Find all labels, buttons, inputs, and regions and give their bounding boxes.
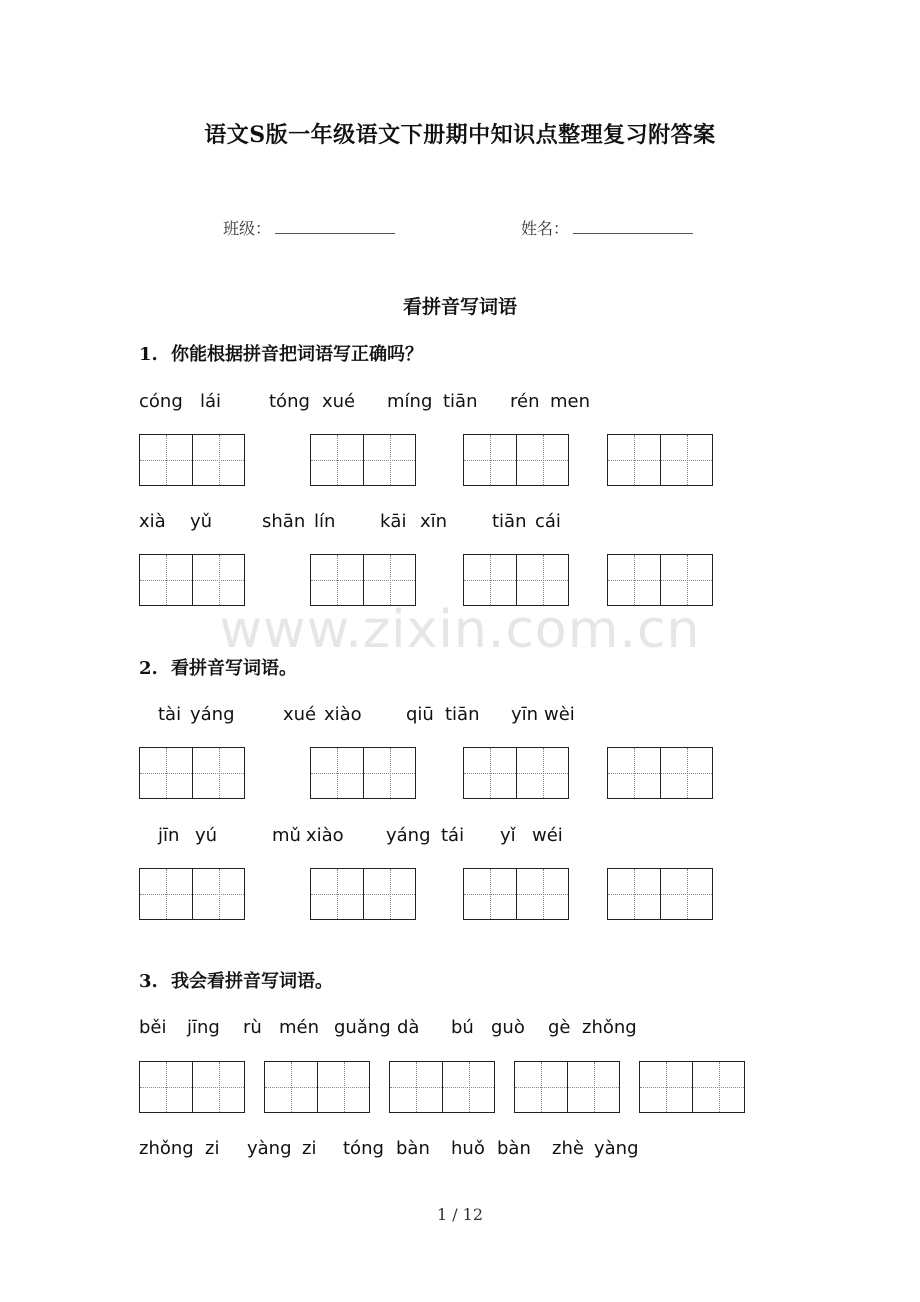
pinyin-syllable: bàn bbox=[497, 1138, 531, 1159]
grid-guide-line bbox=[311, 773, 415, 774]
pinyin-syllable: gè bbox=[548, 1017, 571, 1038]
pinyin-syllable: zhè bbox=[552, 1138, 584, 1159]
grid-guide-line bbox=[490, 435, 491, 485]
pinyin-syllable: jīn bbox=[158, 825, 180, 846]
pinyin-syllable: shān bbox=[262, 511, 306, 532]
grid-guide-line bbox=[390, 869, 391, 919]
grid-guide-line bbox=[265, 1087, 369, 1088]
class-blank[interactable] bbox=[275, 219, 395, 234]
writing-grid-box[interactable] bbox=[264, 1061, 370, 1113]
pinyin-syllable: yīn bbox=[511, 704, 539, 725]
pinyin-syllable: bú bbox=[451, 1017, 474, 1038]
pinyin-syllable: xīn bbox=[420, 511, 448, 532]
writing-grid-box[interactable] bbox=[607, 434, 713, 486]
grid-guide-line bbox=[219, 869, 220, 919]
grid-guide-line bbox=[416, 1062, 417, 1112]
grid-guide-line bbox=[166, 555, 167, 605]
section-title: 看拼音写词语 bbox=[402, 296, 517, 318]
grid-guide-line bbox=[219, 435, 220, 485]
pinyin-syllable: yáng bbox=[190, 704, 235, 725]
writing-grid-box[interactable] bbox=[310, 747, 416, 799]
grid-guide-line bbox=[687, 869, 688, 919]
pinyin-syllable: xué bbox=[283, 704, 317, 725]
pinyin-syllable: yǐ bbox=[500, 825, 516, 846]
writing-grid-box[interactable] bbox=[463, 434, 569, 486]
pinyin-syllable: zhǒng bbox=[582, 1017, 637, 1038]
pinyin-syllable: tái bbox=[441, 825, 465, 846]
name-label: 姓名： bbox=[521, 219, 570, 238]
grid-guide-line bbox=[166, 435, 167, 485]
writing-grid-box[interactable] bbox=[139, 434, 245, 486]
grid-guide-line bbox=[140, 460, 244, 461]
grid-guide-line bbox=[390, 1087, 494, 1088]
grid-guide-line bbox=[344, 1062, 345, 1112]
grid-guide-line bbox=[390, 555, 391, 605]
grid-guide-line bbox=[390, 435, 391, 485]
grid-guide-line bbox=[490, 748, 491, 798]
writing-grid-box[interactable] bbox=[463, 554, 569, 606]
grid-guide-line bbox=[608, 460, 712, 461]
writing-grid-box[interactable] bbox=[139, 747, 245, 799]
grid-guide-line bbox=[166, 748, 167, 798]
grid-guide-line bbox=[311, 894, 415, 895]
question-2 bbox=[139, 654, 297, 680]
grid-guide-line bbox=[469, 1062, 470, 1112]
grid-guide-line bbox=[543, 869, 544, 919]
question-1 bbox=[139, 340, 423, 366]
pinyin-syllable: tiān bbox=[492, 511, 527, 532]
grid-guide-line bbox=[634, 435, 635, 485]
grid-guide-line bbox=[490, 869, 491, 919]
pinyin-syllable: lín bbox=[314, 511, 336, 532]
writing-grid-box[interactable] bbox=[139, 554, 245, 606]
writing-grid-box[interactable] bbox=[607, 554, 713, 606]
question-number: 3. bbox=[139, 971, 158, 992]
grid-guide-line bbox=[464, 894, 568, 895]
pinyin-syllable: xià bbox=[139, 511, 166, 532]
grid-guide-line bbox=[543, 555, 544, 605]
pinyin-syllable: yàng bbox=[247, 1138, 292, 1159]
grid-guide-line bbox=[608, 894, 712, 895]
pinyin-syllable: xiào bbox=[306, 825, 344, 846]
question-3 bbox=[139, 967, 333, 993]
question-number: 2. bbox=[139, 658, 158, 679]
writing-grid-box[interactable] bbox=[310, 868, 416, 920]
pinyin-syllable: lái bbox=[200, 391, 222, 412]
grid-guide-line bbox=[608, 773, 712, 774]
document-title: 语文S版一年级语文下册期中知识点整理复习附答案 bbox=[204, 122, 716, 148]
writing-grid-box[interactable] bbox=[463, 747, 569, 799]
pinyin-syllable: guò bbox=[491, 1017, 525, 1038]
pinyin-syllable: yàng bbox=[594, 1138, 639, 1159]
grid-guide-line bbox=[166, 1062, 167, 1112]
writing-grid-box[interactable] bbox=[514, 1061, 620, 1113]
grid-guide-line bbox=[687, 435, 688, 485]
writing-grid-box[interactable] bbox=[463, 868, 569, 920]
pinyin-syllable: tóng bbox=[269, 391, 310, 412]
pinyin-syllable: zi bbox=[302, 1138, 317, 1159]
grid-guide-line bbox=[311, 580, 415, 581]
grid-guide-line bbox=[666, 1062, 667, 1112]
grid-guide-line bbox=[640, 1087, 744, 1088]
grid-guide-line bbox=[464, 773, 568, 774]
question-text: 你能根据拼音把词语写正确吗？ bbox=[171, 344, 423, 365]
grid-guide-line bbox=[687, 555, 688, 605]
grid-guide-line bbox=[337, 555, 338, 605]
writing-grid-box[interactable] bbox=[607, 747, 713, 799]
writing-grid-box[interactable] bbox=[310, 554, 416, 606]
writing-grid-box[interactable] bbox=[639, 1061, 745, 1113]
grid-guide-line bbox=[311, 460, 415, 461]
grid-guide-line bbox=[166, 869, 167, 919]
grid-guide-line bbox=[608, 580, 712, 581]
pinyin-syllable: dà bbox=[397, 1017, 420, 1038]
question-number: 1. bbox=[139, 344, 158, 365]
pinyin-syllable: zhǒng bbox=[139, 1138, 194, 1159]
grid-guide-line bbox=[337, 869, 338, 919]
grid-guide-line bbox=[140, 1087, 244, 1088]
pinyin-syllable: bàn bbox=[396, 1138, 430, 1159]
grid-guide-line bbox=[687, 748, 688, 798]
grid-guide-line bbox=[594, 1062, 595, 1112]
pinyin-syllable: tài bbox=[158, 704, 182, 725]
grid-guide-line bbox=[543, 435, 544, 485]
name-field bbox=[521, 216, 693, 239]
grid-guide-line bbox=[543, 748, 544, 798]
pinyin-syllable: tiān bbox=[445, 704, 480, 725]
grid-guide-line bbox=[515, 1087, 619, 1088]
grid-guide-line bbox=[219, 1062, 220, 1112]
grid-guide-line bbox=[634, 748, 635, 798]
writing-grid-box[interactable] bbox=[310, 434, 416, 486]
grid-guide-line bbox=[541, 1062, 542, 1112]
grid-guide-line bbox=[464, 460, 568, 461]
pinyin-syllable: yáng bbox=[386, 825, 431, 846]
pinyin-syllable: mǔ bbox=[272, 825, 301, 846]
pinyin-syllable: tóng bbox=[343, 1138, 384, 1159]
grid-guide-line bbox=[490, 555, 491, 605]
pinyin-syllable: míng bbox=[387, 391, 433, 412]
writing-grid-box[interactable] bbox=[139, 1061, 245, 1113]
grid-guide-line bbox=[634, 555, 635, 605]
question-text: 看拼音写词语。 bbox=[171, 658, 297, 679]
grid-guide-line bbox=[337, 748, 338, 798]
writing-grid-box[interactable] bbox=[607, 868, 713, 920]
pinyin-syllable: jīng bbox=[187, 1017, 220, 1038]
grid-guide-line bbox=[219, 555, 220, 605]
grid-guide-line bbox=[219, 748, 220, 798]
grid-guide-line bbox=[140, 894, 244, 895]
question-text: 我会看拼音写词语。 bbox=[171, 971, 333, 992]
pinyin-syllable: wèi bbox=[544, 704, 575, 725]
grid-guide-line bbox=[634, 869, 635, 919]
pinyin-syllable: yú bbox=[195, 825, 218, 846]
pinyin-syllable: běi bbox=[139, 1017, 167, 1038]
pinyin-syllable: kāi bbox=[380, 511, 407, 532]
pinyin-syllable: cái bbox=[535, 511, 561, 532]
writing-grid-box[interactable] bbox=[389, 1061, 495, 1113]
class-label: 班级： bbox=[223, 219, 272, 238]
pinyin-syllable: yǔ bbox=[190, 511, 213, 532]
pinyin-syllable: qiū bbox=[406, 704, 434, 725]
pinyin-syllable: rù bbox=[243, 1017, 262, 1038]
pinyin-syllable: wéi bbox=[532, 825, 563, 846]
pinyin-syllable: huǒ bbox=[451, 1138, 485, 1159]
grid-guide-line bbox=[291, 1062, 292, 1112]
grid-guide-line bbox=[464, 580, 568, 581]
grid-guide-line bbox=[390, 748, 391, 798]
name-blank[interactable] bbox=[573, 219, 693, 234]
class-field bbox=[223, 216, 395, 239]
pinyin-syllable: rén bbox=[510, 391, 540, 412]
grid-guide-line bbox=[337, 435, 338, 485]
writing-grid-box[interactable] bbox=[139, 868, 245, 920]
grid-guide-line bbox=[140, 580, 244, 581]
pinyin-syllable: xué bbox=[322, 391, 356, 412]
watermark: www.zixin.com.cn bbox=[219, 600, 701, 660]
pinyin-syllable: cóng bbox=[139, 391, 183, 412]
pinyin-syllable: xiào bbox=[324, 704, 362, 725]
pinyin-syllable: guǎng bbox=[334, 1017, 391, 1038]
grid-guide-line bbox=[719, 1062, 720, 1112]
pinyin-syllable: tiān bbox=[443, 391, 478, 412]
pinyin-syllable: zi bbox=[205, 1138, 220, 1159]
pinyin-syllable: men bbox=[550, 391, 591, 412]
grid-guide-line bbox=[140, 773, 244, 774]
pinyin-syllable: mén bbox=[279, 1017, 320, 1038]
page-number: 1 / 12 bbox=[436, 1205, 484, 1224]
